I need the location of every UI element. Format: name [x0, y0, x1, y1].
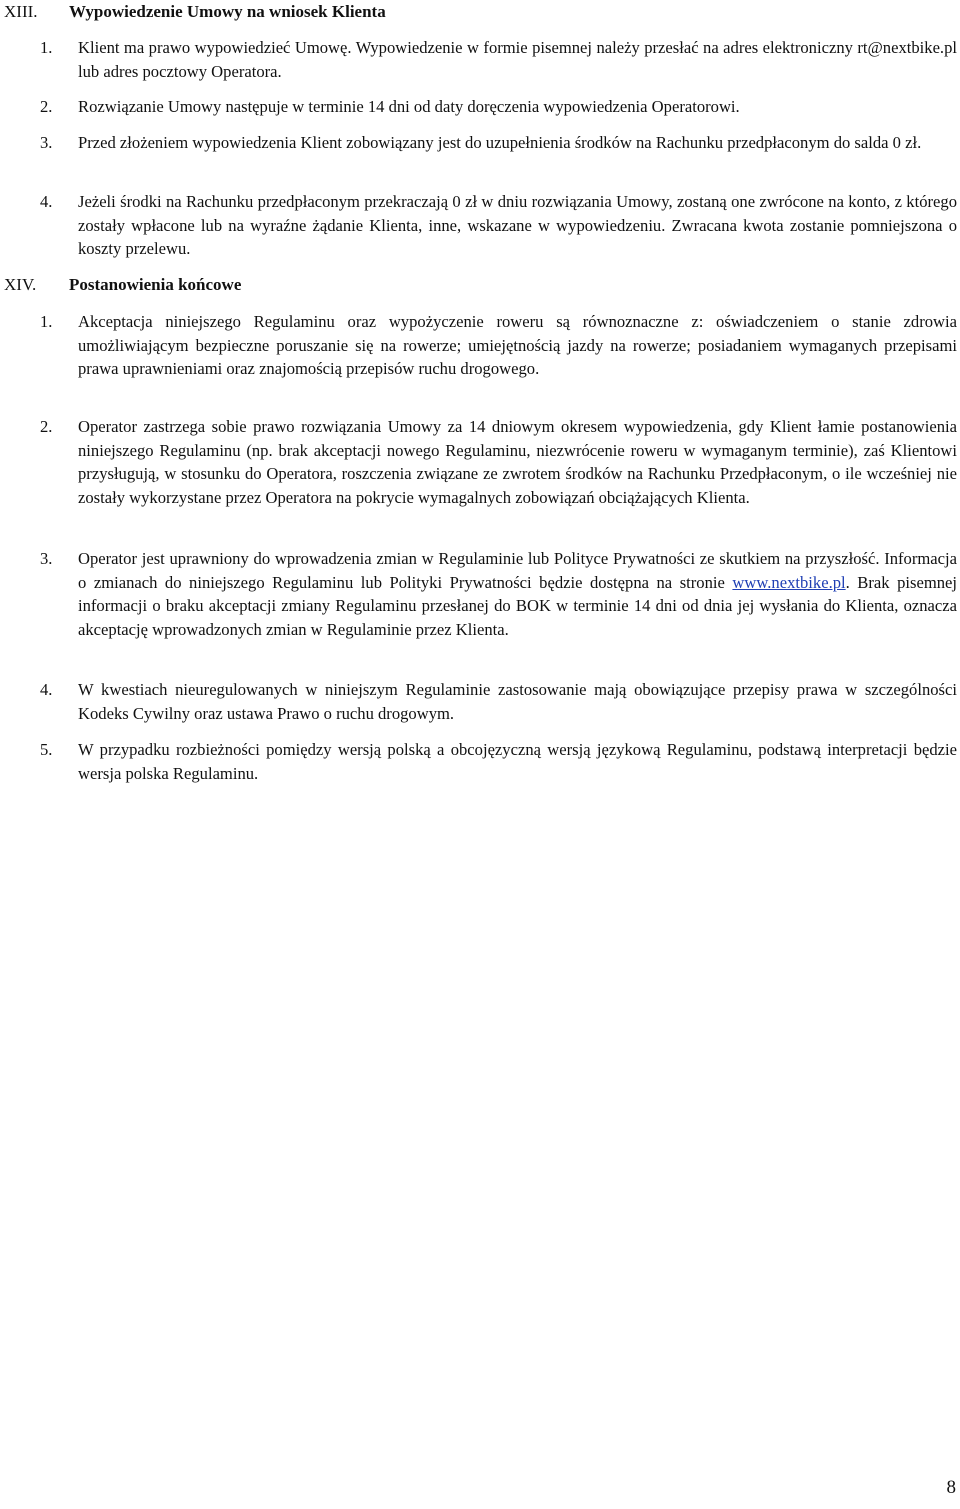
section-title: Postanowienia końcowe — [69, 275, 242, 294]
list-item-text: Jeżeli środki na Rachunku przedpłaconym przekraczają 0 zł w dniu rozwiązania Umowy, zostaną one zwrócone na konto, z którego zostały wpłacone lub na wyraźne żądanie Klienta, inne, wskazane w wypowiedzeniu. Zwracana kwota zostanie pomniejszona o koszty przelewu. — [78, 192, 957, 258]
list-item-number: 1. — [40, 312, 53, 331]
list-item-number: 5. — [40, 740, 53, 759]
list-item-text: W kwestiach nieuregulowanych w niniejszym Regulaminie zastosowanie mają obowiązujące przepisy prawa w szczególności Kodeks Cywilny oraz ustawa Prawo o ruchu drogowym. — [78, 680, 957, 723]
section-title: Wypowiedzenie Umowy na wniosek Klienta — [69, 2, 386, 21]
list-item-text: W przypadku rozbieżności pomiędzy wersją polską a obcojęzyczną wersją językową Regulaminu, podstawą interpretacji będzie wersja polska Regulaminu. — [78, 740, 957, 783]
section-number: XIII. — [4, 2, 38, 21]
list-item-number: 3. — [40, 133, 53, 152]
list-item-text: Przed złożeniem wypowiedzenia Klient zobowiązany jest do uzupełnienia środków na Rachunku przedpłaconym do salda 0 zł. — [78, 133, 922, 152]
section-heading — [0, 273, 960, 297]
list-item-number: 4. — [40, 680, 53, 699]
list-item-text-part: Operator jest uprawniony do wprowadzenia zmian w Regulaminie lub Polityce Prywatności ze skutkiem na przyszłość. Informacja o zmianach do niniejszego Regulaminu lub Polityki Prywatności będzie dostępna na stronie — [78, 549, 957, 592]
list-item-number: 2. — [40, 417, 53, 436]
section-heading — [0, 0, 960, 24]
section-number: XIV. — [4, 275, 37, 294]
list-item-text — [78, 547, 957, 641]
list-item-number: 1. — [40, 38, 53, 57]
list-item-text-part: . Brak pisemnej informacji o braku akceptacji zmiany Regulaminu przesłanej do BOK w terminie 14 dni od dnia jej wysłania do Klienta, oznacza akceptację wprowadzonych zmian w Regulaminie przez Klienta. — [78, 572, 957, 639]
list-item-number: 2. — [40, 97, 53, 116]
page-number: 8 — [946, 1477, 956, 1498]
list-item-number: 4. — [40, 192, 53, 211]
list-item-text: Operator zastrzega sobie prawo rozwiązania Umowy za 14 dniowym okresem wypowiedzenia, gdy Klient łamie postanowienia niniejszego Regulaminu (np. brak akceptacji nowego Regulaminu, niezwrócenie roweru w wymaganym terminie), zaś Klientowi przysługują, w stosunku do Operatora, roszczenia związane ze zwrotem środków na Rachunku Przedpłaconym, o ile wcześniej nie zostały wykorzystane przez Operatora na pokrycie wymagalnych zobowiązań obciążających Klienta. — [78, 417, 957, 507]
list-item-text: Rozwiązanie Umowy następuje w terminie 14 dni od daty doręczenia wypowiedzenia Operatorowi. — [78, 97, 740, 116]
list-item-text: Akceptacja niniejszego Regulaminu oraz wypożyczenie roweru są równoznaczne z: oświadczeniem o stanie zdrowia umożliwiającym bezpieczne poruszanie się na rowerze; umiejętnością jazdy na rowerze; posiadaniem wymaganych przepisami prawa uprawnieniami oraz znajomością przepisów ruchu drogowego. — [78, 312, 957, 378]
list-item-number: 3. — [40, 549, 53, 568]
list-item-text: Klient ma prawo wypowiedzieć Umowę. Wypowiedzenie w formie pisemnej należy przesłać na adres elektroniczny rt@nextbike.pl lub adres pocztowy Operatora. — [78, 38, 957, 81]
nextbike-website-link[interactable]: www.nextbike.pl — [732, 572, 846, 592]
